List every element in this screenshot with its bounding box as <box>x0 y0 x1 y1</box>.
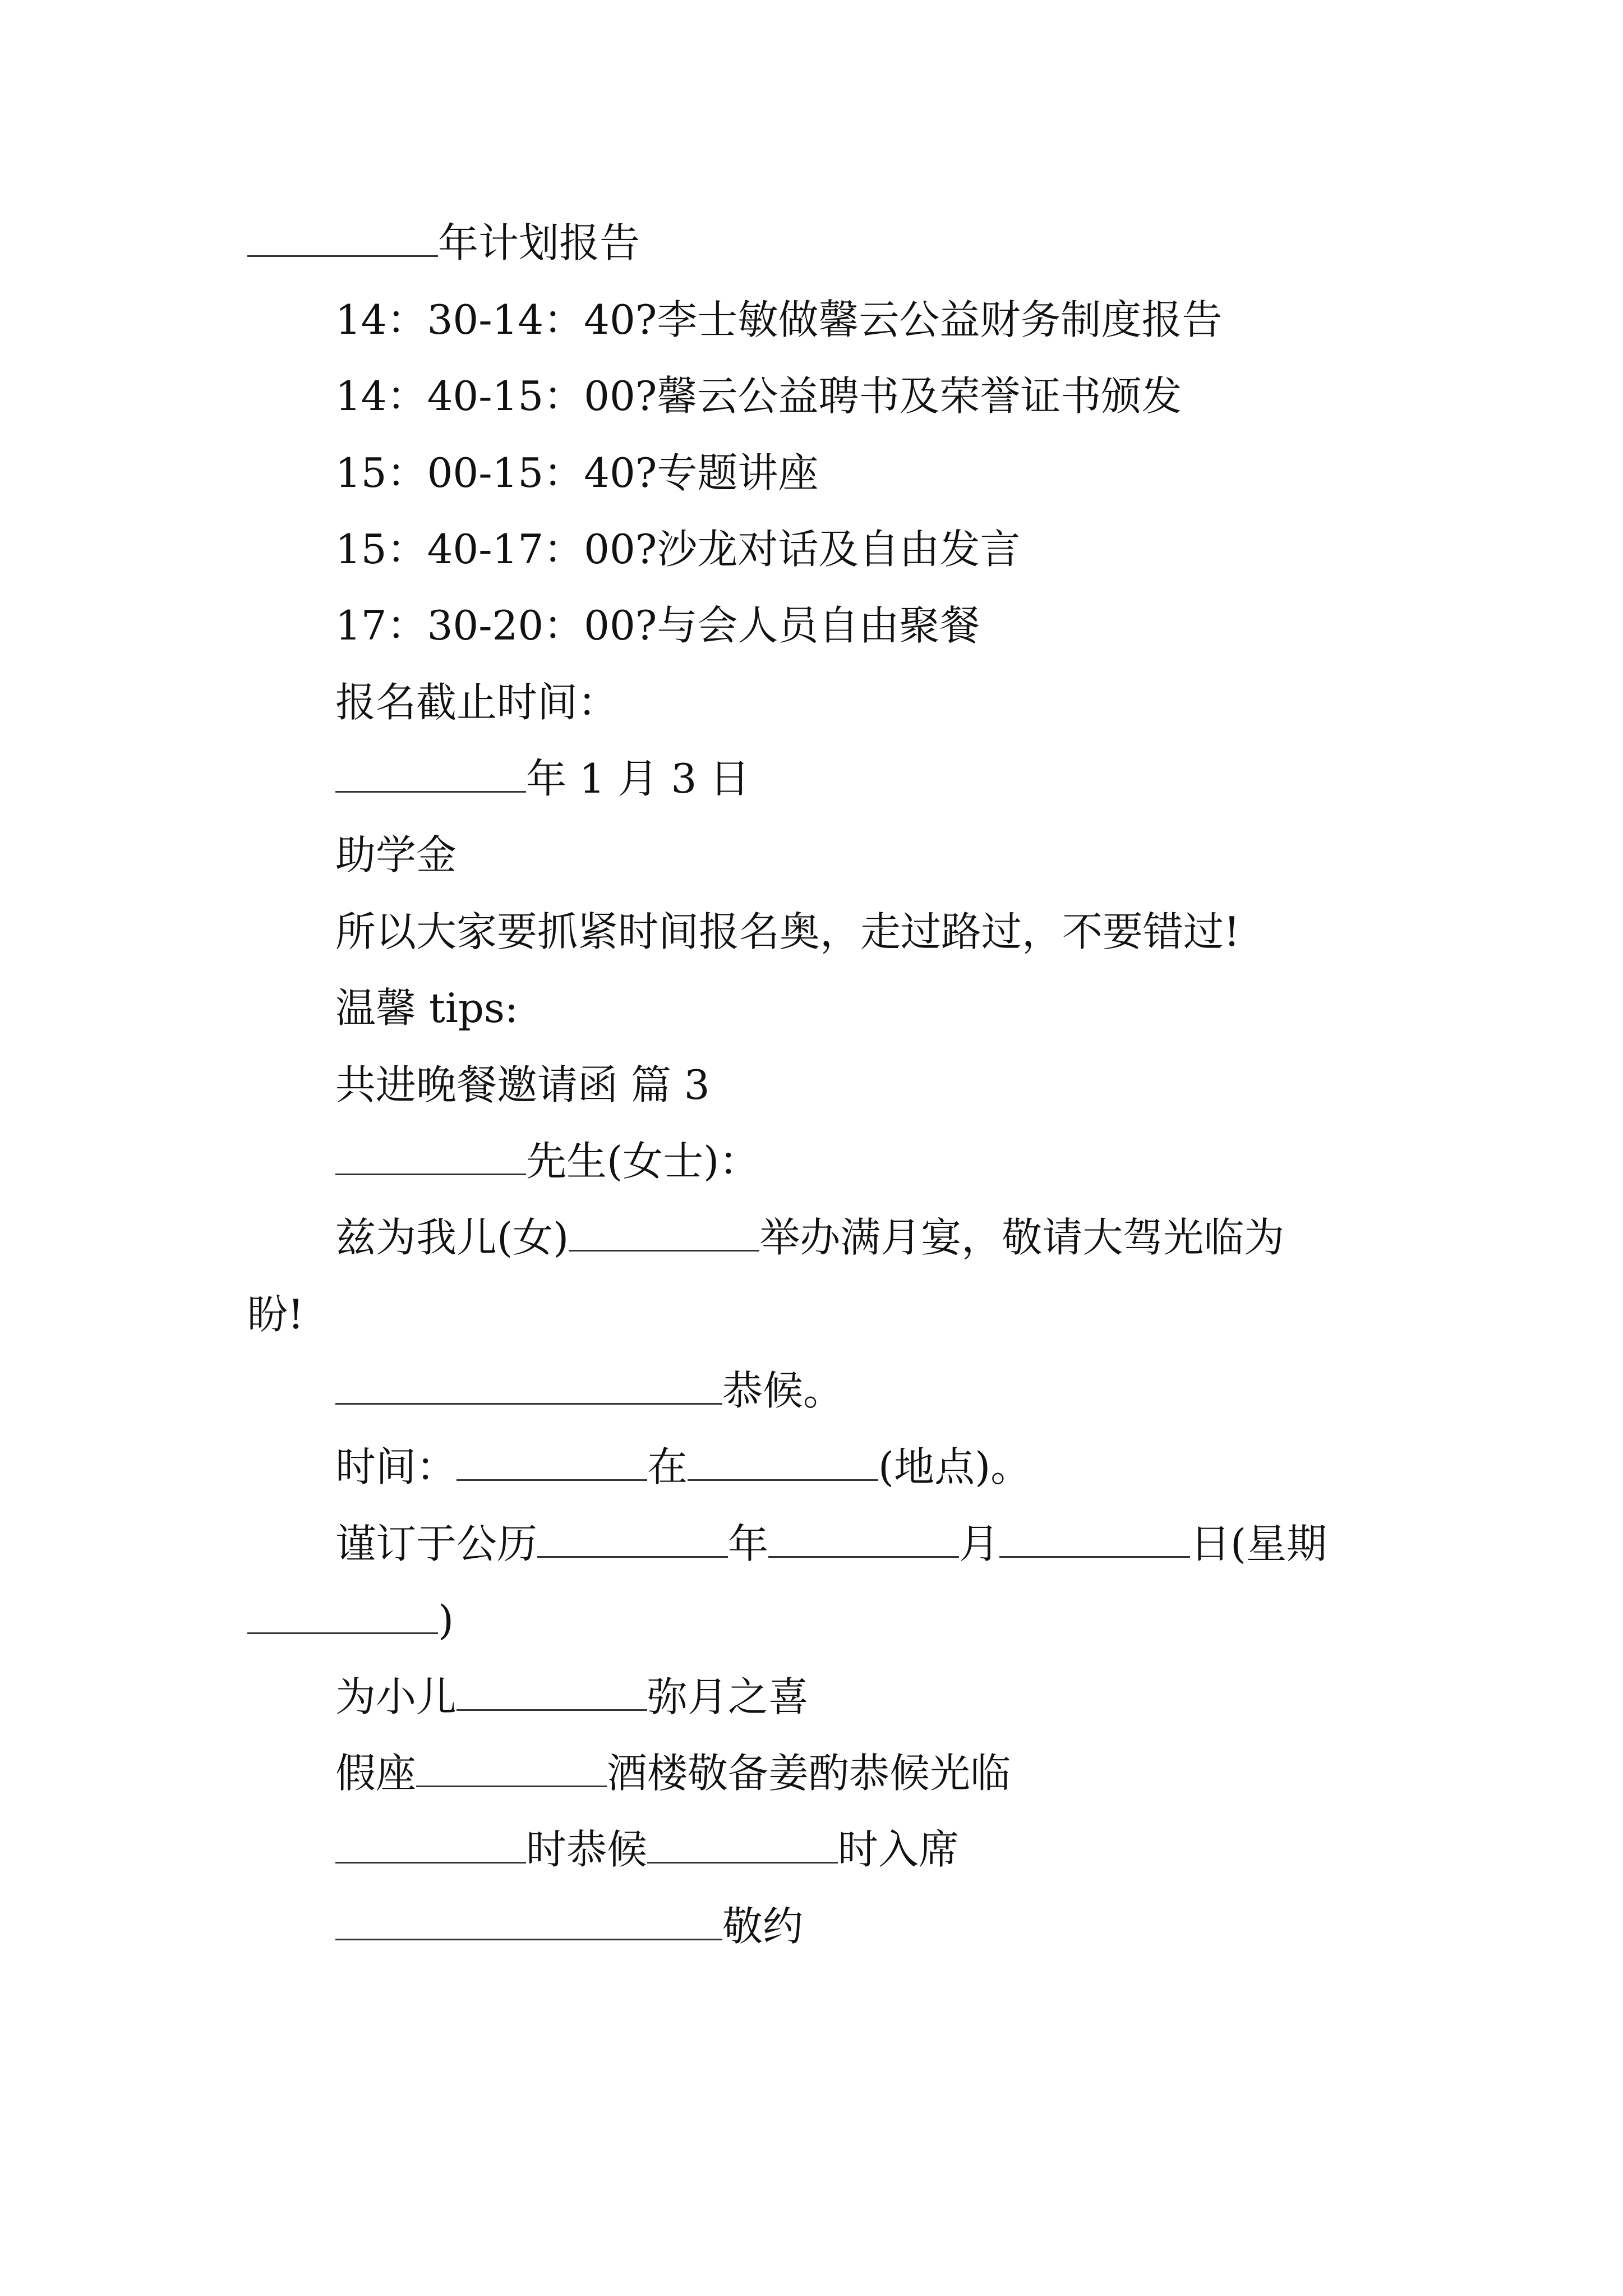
blank-line <box>335 754 526 793</box>
line-text: 14：40-15：00?馨云公益聘书及荣誉证书颁发 <box>335 372 1182 420</box>
line-text: 17：30-20：00?与会人员自由聚餐 <box>335 602 980 649</box>
invitation-body-end <box>247 1286 304 1342</box>
weekday-line <box>247 1592 454 1648</box>
line-text: 先生(女士)： <box>526 1138 760 1185</box>
line-text: 举办满月宴，敬请大驾光临为 <box>759 1214 1285 1261</box>
time-place-line <box>335 1439 1031 1495</box>
blank-line <box>335 1902 722 1940</box>
line-text: (地点)。 <box>878 1443 1031 1490</box>
line-text: 谨订于公历 <box>335 1520 538 1567</box>
venue-line <box>335 1745 1011 1801</box>
date-line <box>335 1516 1327 1572</box>
line-text: 敬约 <box>722 1903 804 1950</box>
full-month-line <box>335 1669 809 1725</box>
line-text: 月 <box>959 1520 1000 1567</box>
line-text: 年 <box>728 1520 769 1567</box>
line-text: 温馨 tips: <box>335 984 519 1032</box>
line-text: 15：00-15：40?专题讲座 <box>335 449 819 496</box>
blank-line <box>335 1366 722 1405</box>
line-text: 为小儿 <box>335 1673 457 1720</box>
line-text: 盼! <box>247 1291 304 1338</box>
scholarship-line <box>335 827 457 883</box>
line-text: 时间： <box>335 1443 457 1490</box>
blank-line <box>647 1825 838 1864</box>
blank-line <box>247 218 438 257</box>
line-text: 日(星期 <box>1190 1520 1327 1567</box>
seating-time-line <box>335 1821 959 1878</box>
blank-line <box>247 1595 438 1634</box>
schedule-item-3 <box>335 445 818 501</box>
signature-line <box>335 1898 803 1954</box>
schedule-item-4 <box>335 521 1020 577</box>
invitation-body <box>335 1209 1284 1266</box>
line-text: 在 <box>647 1443 688 1490</box>
blank-line <box>457 1672 647 1711</box>
line-text: 共进晚餐邀请函 篇 3 <box>335 1061 710 1108</box>
line-text: 兹为我儿(女) <box>335 1214 569 1261</box>
line-text: 年计划报告 <box>438 219 640 266</box>
tips-label <box>335 980 518 1036</box>
line-text: 时恭候 <box>526 1826 648 1873</box>
deadline-label <box>335 674 618 730</box>
blank-line <box>537 1519 728 1558</box>
deadline-date <box>335 751 750 807</box>
signup-reminder <box>335 904 1240 960</box>
line-text: 所以大家要抓紧时间报名奥，走过路过，不要错过! <box>335 908 1240 955</box>
line-text: 报名截止时间： <box>335 679 619 726</box>
blank-line <box>335 1137 526 1175</box>
schedule-item-1 <box>335 292 1222 348</box>
line-text: 弥月之喜 <box>647 1673 809 1720</box>
annual-plan-line <box>247 215 640 271</box>
blank-line <box>569 1213 759 1251</box>
blank-line <box>999 1519 1190 1558</box>
blank-line <box>457 1442 647 1481</box>
salutation <box>335 1133 759 1189</box>
blank-line <box>335 1825 526 1864</box>
line-text: 假座 <box>335 1750 417 1797</box>
line-text: 年 1 月 3 日 <box>526 755 750 802</box>
line-text: 助学金 <box>335 831 457 878</box>
schedule-item-2 <box>335 368 1182 424</box>
schedule-item-5 <box>335 597 980 654</box>
line-text: 14：30-14：40?李士敏做馨云公益财务制度报告 <box>335 296 1223 343</box>
blank-line <box>768 1519 959 1558</box>
line-text: ) <box>438 1596 454 1644</box>
blank-line <box>688 1442 878 1481</box>
line-text: 酒楼敬备姜酌恭候光临 <box>607 1750 1011 1797</box>
line-text: 15：40-17：00?沙龙对话及自由发言 <box>335 526 1021 573</box>
line-text: 恭候。 <box>722 1367 844 1414</box>
respect-line <box>335 1363 843 1419</box>
section-heading <box>335 1057 710 1113</box>
line-text: 时入席 <box>838 1826 960 1873</box>
blank-line <box>416 1749 607 1787</box>
